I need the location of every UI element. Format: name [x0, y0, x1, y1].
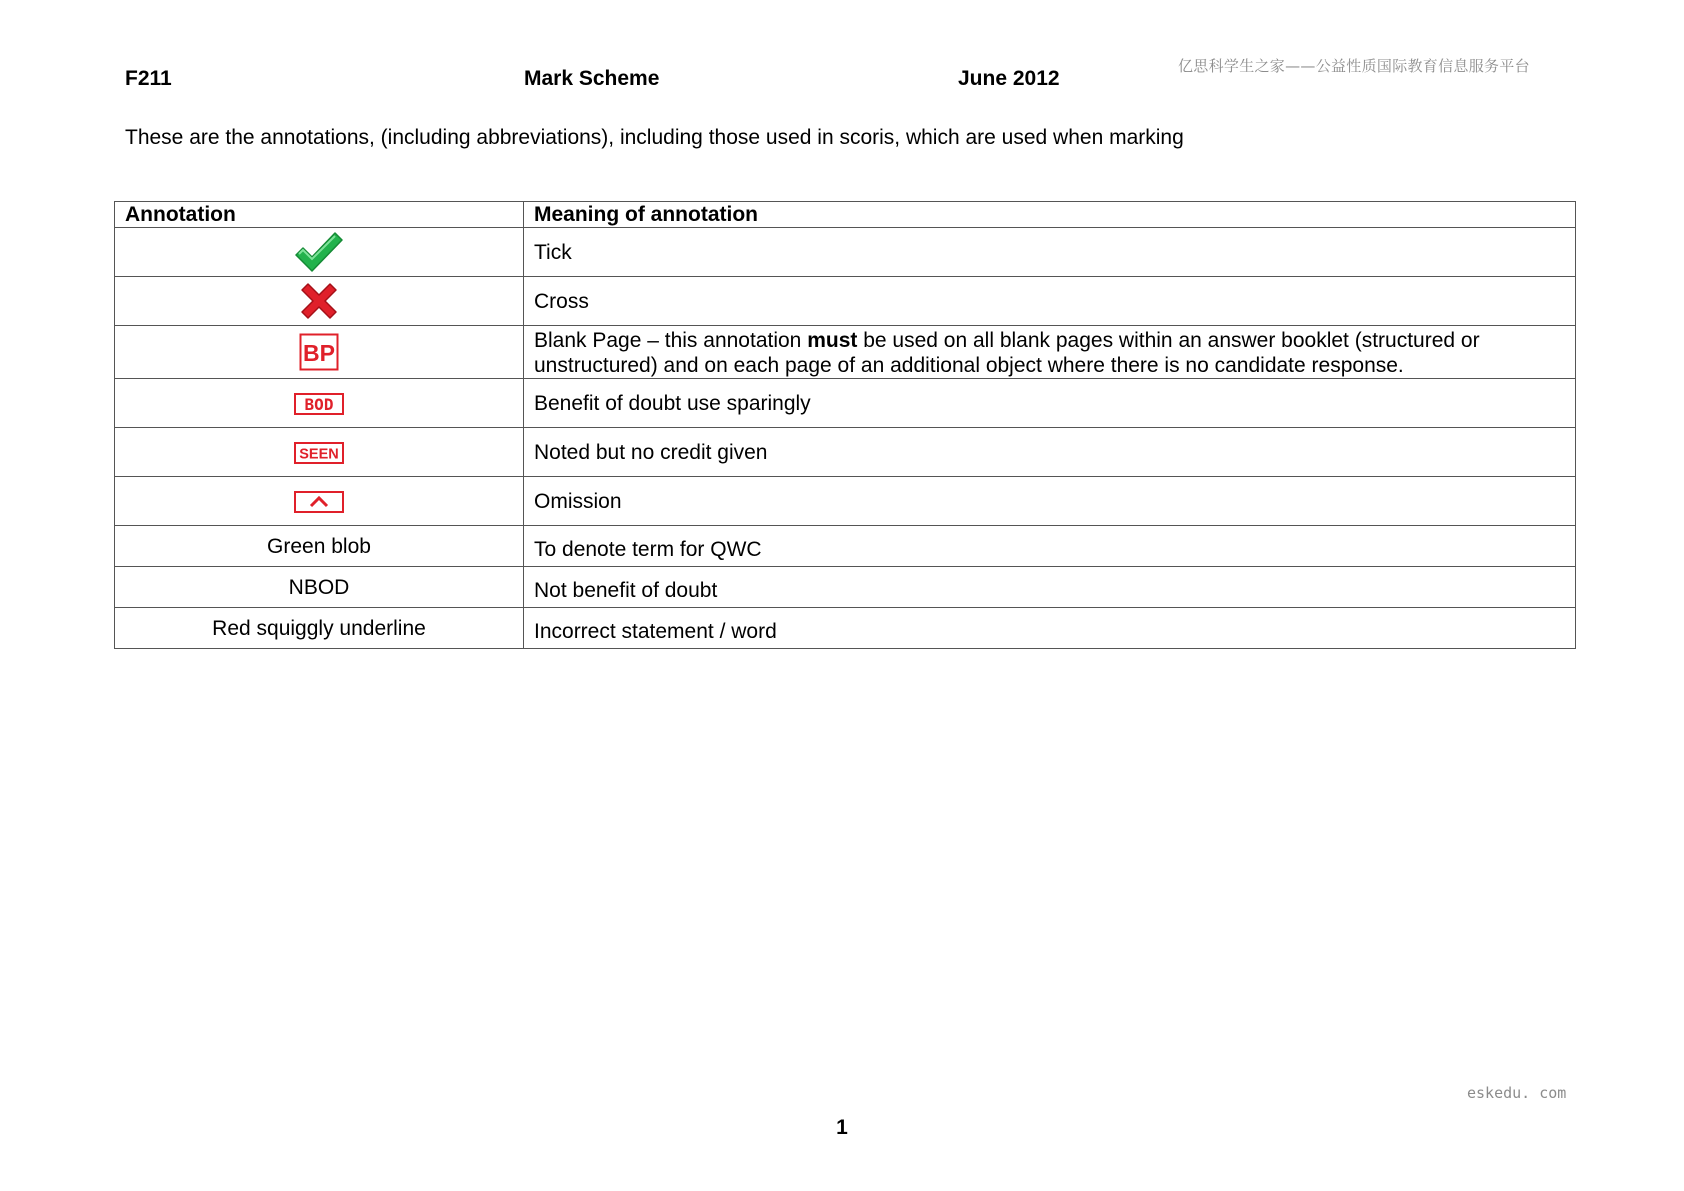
table-row — [115, 526, 1576, 567]
annotation-cell — [115, 228, 524, 277]
meaning-text: Blank Page – this annotation — [534, 329, 808, 352]
svg-text:SEEN: SEEN — [299, 446, 339, 463]
watermark-bottom: eskedu. com — [1467, 1084, 1567, 1102]
svg-text:BP: BP — [303, 340, 335, 366]
annotation-cell — [115, 277, 524, 326]
cross-icon — [299, 282, 339, 320]
table-row — [115, 277, 1576, 326]
annotation-cell: Green blob — [115, 526, 524, 567]
meaning-cell: Omission — [524, 477, 1576, 526]
annotation-cell — [115, 326, 524, 379]
meaning-cell: Cross — [524, 277, 1576, 326]
bod-icon — [294, 393, 344, 415]
annotation-cell: Red squiggly underline — [115, 608, 524, 649]
table-header-row — [115, 202, 1576, 228]
annotation-cell — [115, 477, 524, 526]
tick-icon — [294, 231, 344, 273]
paper-code: F211 — [125, 67, 172, 90]
meaning-text: be used on all blank pages within an answer booklet (structured or unstructured) and on each page of an additional object where there is no candidate response. — [534, 329, 1480, 377]
meaning-cell: Noted but no credit given — [524, 428, 1576, 477]
omission-icon — [294, 491, 344, 513]
meaning-emphasis: must — [807, 329, 858, 352]
watermark-top: 亿思科学生之家——公益性质国际教育信息服务平台 — [1178, 57, 1530, 75]
annotation-cell — [115, 428, 524, 477]
annotations-table — [114, 201, 1576, 649]
table-row — [115, 379, 1576, 428]
bp-icon — [299, 333, 339, 371]
annotation-cell: NBOD — [115, 567, 524, 608]
table-row — [115, 608, 1576, 649]
meaning-cell: Incorrect statement / word — [524, 608, 1576, 649]
svg-text:BOD: BOD — [304, 394, 334, 414]
page-number: 1 — [836, 1116, 848, 1139]
annotation-cell — [115, 379, 524, 428]
column-header-annotation: Annotation — [115, 202, 524, 228]
document-title: Mark Scheme — [524, 67, 660, 90]
table-row — [115, 477, 1576, 526]
table-row — [115, 567, 1576, 608]
table-row — [115, 228, 1576, 277]
meaning-cell: Tick — [524, 228, 1576, 277]
column-header-meaning: Meaning of annotation — [524, 202, 1576, 228]
meaning-cell: Not benefit of doubt — [524, 567, 1576, 608]
table-row — [115, 428, 1576, 477]
exam-date: June 2012 — [958, 67, 1060, 90]
seen-icon — [294, 442, 344, 464]
intro-text: These are the annotations, (including abbreviations), including those used in scoris, which are used when marking — [125, 126, 1184, 149]
meaning-cell — [524, 326, 1576, 379]
meaning-cell: To denote term for QWC — [524, 526, 1576, 567]
meaning-cell: Benefit of doubt use sparingly — [524, 379, 1576, 428]
table-row — [115, 326, 1576, 379]
